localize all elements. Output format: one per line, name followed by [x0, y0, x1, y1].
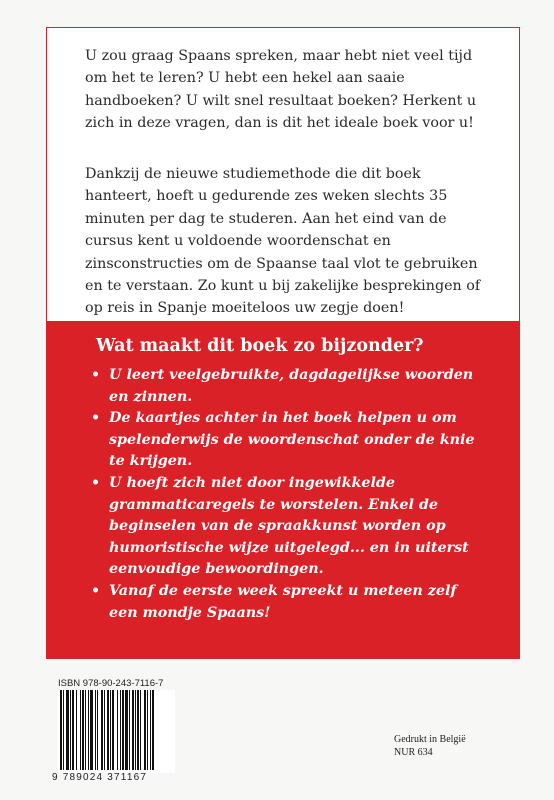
printed-in-label: Gedrukt in België	[394, 734, 466, 745]
bullet-icon: •	[91, 582, 101, 599]
barcode	[58, 690, 175, 773]
bullet-icon: •	[91, 474, 101, 491]
feature-text: U leert veelgebruikte, dagdagelijkse woorden en zinnen.	[109, 367, 474, 405]
feature-text: U hoeft zich niet door ingewikkelde grammaticaregels te worstelen. Enkel de beginselen van de spraakkunst worden op humoristische wijze uitgelegd... en in uiterst eenvoudige bewoordingen.	[109, 474, 469, 578]
intro-panel	[47, 28, 519, 321]
feature-text: De kaartjes achter in het boek helpen u om spelenderwijs de woordenschat onder de knie te krijgen.	[109, 410, 475, 470]
features-panel	[47, 321, 519, 658]
barcode-bars	[58, 690, 175, 773]
nur-code: NUR 634	[394, 747, 433, 758]
features-list	[89, 365, 479, 624]
bullet-icon: •	[91, 367, 101, 383]
intro-paragraph-1: U zou graag Spaans spreken, maar hebt niet veel tijd om het te leren? U hebt een hekel aan saaie handboeken? U wilt snel resultaat boeken? Herkent u zich in deze vragen, dan is dit het ideale boek voor u!	[85, 48, 477, 132]
intro-paragraph-2: Dankzij de nieuwe studiemethode die dit boek hanteert, hoeft u gedurende zes weken slechts 35 minuten per dag te studeren. Aan het eind van de cursus kent u voldoende woordenschat en zinsconstructies om de Spaanse taal vlot te gebruiken en te verstaan. Zo kunt u bij zakelijke besprekingen of op reis in Spanje moeiteloos uw zegje doen!	[85, 166, 481, 317]
back-cover-frame	[46, 27, 520, 659]
feature-item	[89, 473, 479, 581]
barcode-digits: 9 789024 371167	[52, 772, 148, 783]
bullet-icon: •	[91, 410, 101, 427]
feature-item	[89, 408, 479, 473]
feature-text: Vanaf de eerste week spreekt u meteen zelf een mondje Spaans!	[109, 582, 457, 621]
features-heading: Wat maakt dit boek zo bijzonder?	[96, 336, 424, 356]
feature-item	[89, 365, 479, 408]
isbn-label: ISBN 978-90-243-7116-7	[58, 678, 164, 689]
feature-item	[89, 581, 479, 624]
imprint	[394, 733, 466, 759]
